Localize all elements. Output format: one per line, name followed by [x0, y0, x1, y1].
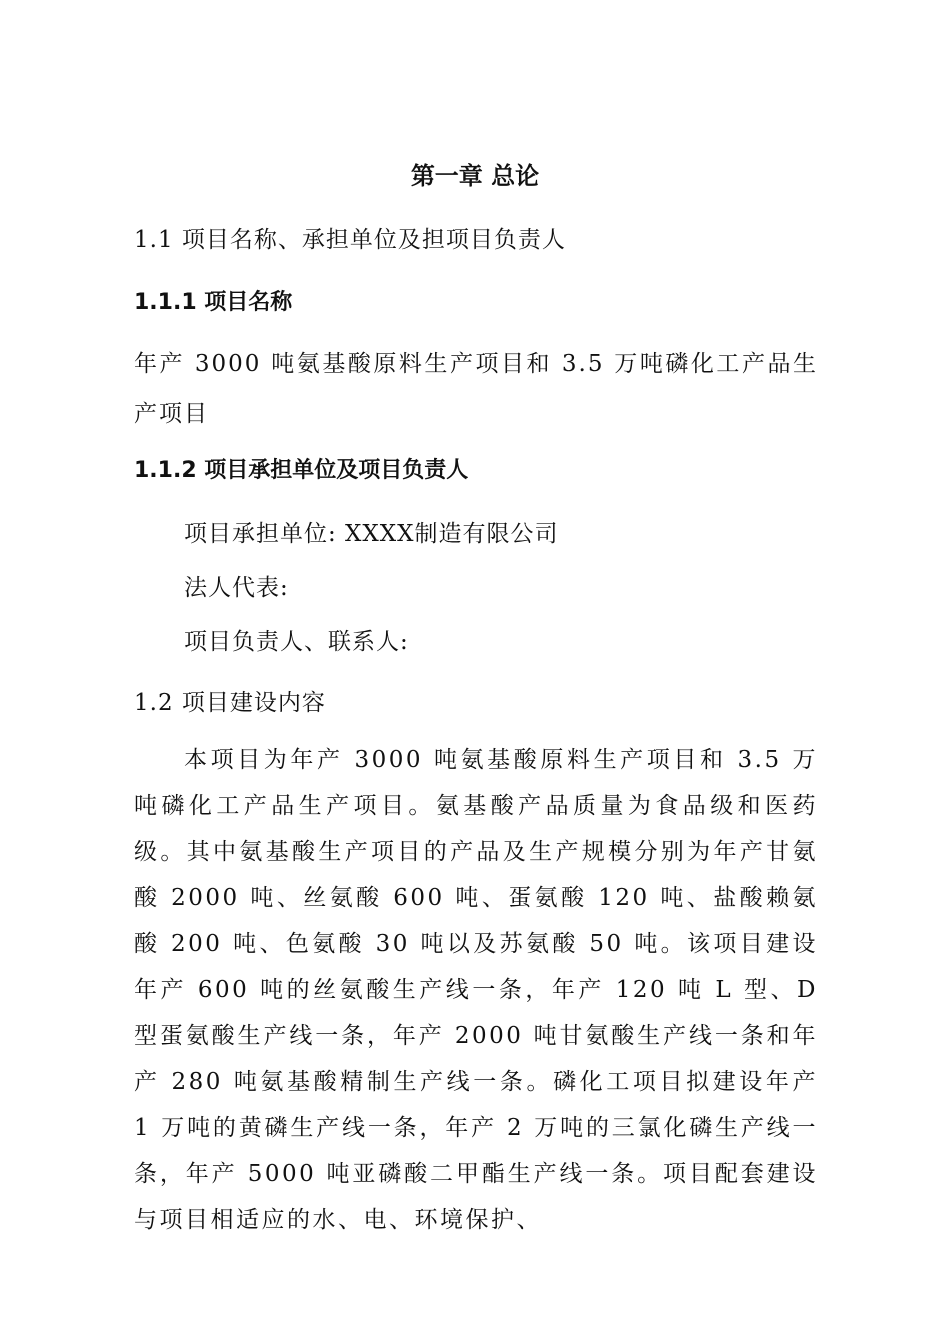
section-1-1-2-heading: 1.1.2 项目承担单位及项目负责人: [134, 458, 469, 483]
section-1-1-1-heading: 1.1.1 项目名称: [134, 290, 293, 315]
project-name-text: 年产 3000 吨氨基酸原料生产项目和 3.5 万吨磷化工产品生产项目: [134, 351, 818, 427]
section-1-1-heading: 1.1 项目名称、承担单位及担项目负责人: [134, 227, 566, 253]
undertaking-unit: 项目承担单位: XXXX制造有限公司: [184, 521, 559, 547]
chapter-title: 第一章 总论: [410, 161, 540, 190]
project-contact: 项目负责人、联系人:: [184, 629, 409, 655]
section-1-2-heading: 1.2 项目建设内容: [134, 690, 326, 716]
legal-representative: 法人代表:: [184, 575, 289, 601]
construction-content-paragraph: 本项目为年产 3000 吨氨基酸原料生产项目和 3.5 万吨磷化工产品生产项目。氨基酸产品质量为食品级和医药级。其中氨基酸生产项目的产品及生产规模分别为年产甘氨酸 2000 吨、丝氨酸 600 吨、蛋氨酸 120 吨、盐酸赖氨酸 200 吨、色氨酸 30 吨以及苏氨酸 50 吨。该项目建设年产 600 吨的丝氨酸生产线一条，年产 120 吨 L 型、D 型蛋氨酸生产线一条，年产 2000 吨甘氨酸生产线一条和年产 280 吨氨基酸精制生产线一条。磷化工项目拟建设年产 1 万吨的黄磷生产线一条，年产 2 万吨的三氯化磷生产线一条，年产 5000 吨亚磷酸二甲酯生产线一条。项目配套建设与项目相适应的水、电、环境保护、: [134, 747, 818, 1233]
